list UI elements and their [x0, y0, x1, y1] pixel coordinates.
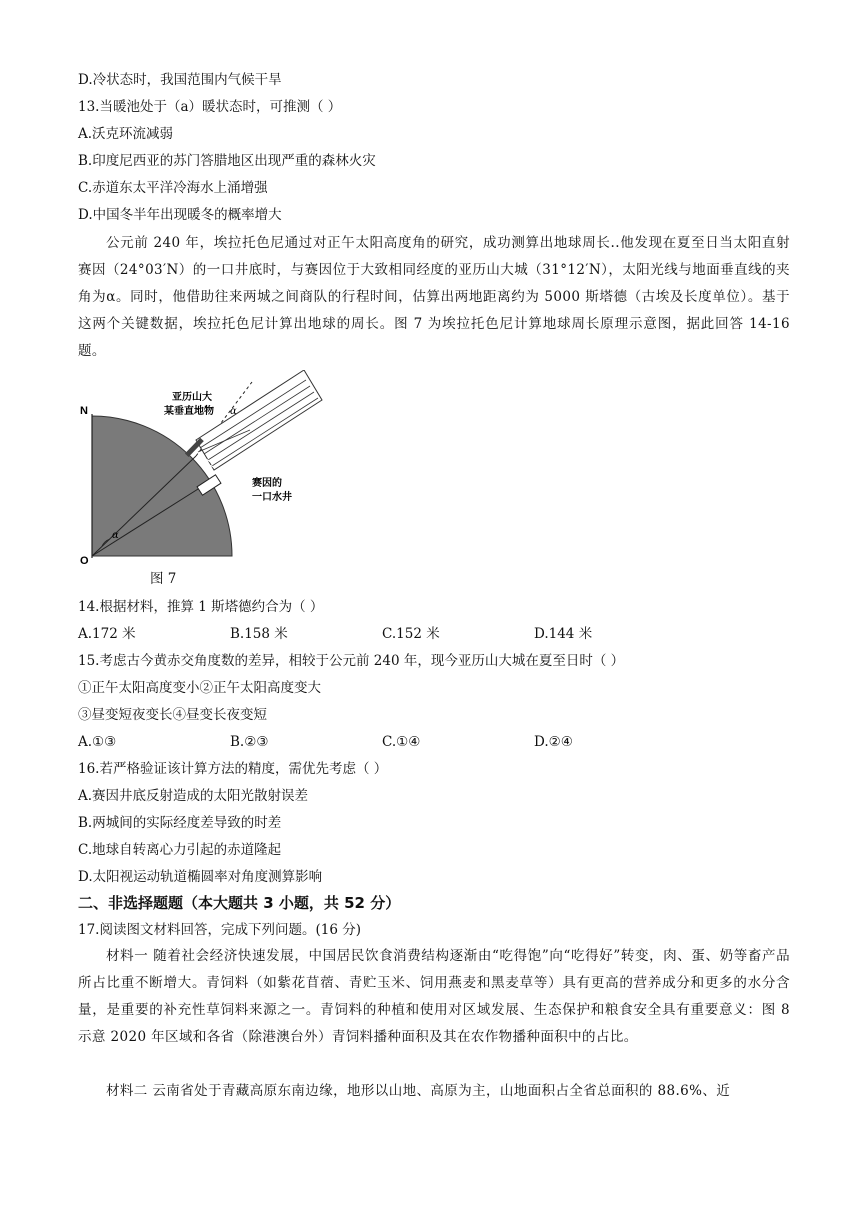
- q15-options: [78, 732, 788, 752]
- q15-option-c: C.①④: [382, 734, 421, 750]
- material-2: 材料二 云南省处于青藏高原东南边缘，地形以山地、高原为主，山地面积占全省总面积的 88.6%、近: [106, 1083, 731, 1099]
- q13-option-b: B.印度尼西亚的苏门答腊地区出现严重的森林火灾: [78, 153, 376, 169]
- q15-statements-1: ①正午太阳高度变小②正午太阳高度变大: [78, 680, 321, 696]
- material-1: 材料一 随着社会经济快速发展，中国居民饮食消费结构逐渐由“吃得饱”向“吃得好”转变，肉、蛋、奶等畜产品所占比重不断增大。青饲料（如紫花苜蓿、青贮玉米、饲用燕麦和黑麦草等）具有更高的营养成分和更多的水分含量，是重要的补充性草饲料来源之一。青饲料的种植和使用对区域发展、生态保护和粮食安全具有重要意义：图 8 示意 2020 年区域和各省（除港澳台外）青饲料播种面积及其在农作物播种面积中的占比。: [78, 948, 790, 1045]
- sun-rays-band: [196, 370, 322, 470]
- q15-stem: 15.考虑古今黄赤交角度数的差异，相较于公元前 240 年，现今亚历山大城在夏至日时（ ）: [78, 653, 625, 669]
- label-n: N: [80, 405, 88, 417]
- q15-option-b: B.②③: [230, 734, 269, 750]
- q15-option-a: A.①③: [78, 734, 117, 750]
- sun-ray-line: [204, 386, 310, 454]
- label-o: O: [80, 555, 89, 567]
- q16-option-a: A.赛因井底反射造成的太阳光散射误差: [78, 788, 309, 804]
- q17-stem: 17.阅读图文材料回答，完成下列问题。(16 分): [78, 922, 361, 938]
- q16-option-b: B.两城间的实际经度差导致的时差: [78, 815, 282, 831]
- label-well-line1: 赛因的: [252, 478, 282, 489]
- label-well-line2: 一口水井: [252, 492, 292, 503]
- q14-option-a: A.172 米: [78, 626, 136, 642]
- label-alexandria-line2: 某垂直地物: [164, 406, 214, 417]
- q14-option-d: D.144 米: [534, 626, 593, 642]
- label-alexandria-line1: 亚历山大: [172, 392, 212, 403]
- q14-stem: 14.根据材料，推算 1 斯塔德约合为（ ）: [78, 599, 324, 615]
- figure-earth-circumference-diagram: [74, 370, 344, 570]
- q13-option-d: D.中国冬半年出现暖冬的概率增大: [78, 207, 282, 223]
- q13-option-a: A.沃克环流减弱: [78, 126, 174, 142]
- passage-eratosthenes: 公元前 240 年，埃拉托色尼通过对正午太阳高度角的研究，成功测算出地球周长..他发现在夏至日当太阳直射赛因（24°03′N）的一口井底时，与赛因位于大致相同经度的亚历山大城（31°12′N），太阳光线与地面垂直线的夹角为α。同时，他借助往来两城之间商队的行程时间，估算出两地距离约为 5000 斯塔德（古埃及长度单位）。基于这两个关键数据，埃拉托色尼计算出地球的周长。图 7 为埃拉托色尼计算地球周长原理示意图，据此回答 14-16 题。: [78, 235, 790, 359]
- section-2-heading: 二、非选择题题（本大题共 3 小题，共 52 分）: [78, 894, 401, 912]
- label-alpha-top: α: [230, 406, 237, 417]
- label-alpha-center: α: [112, 530, 119, 541]
- q16-option-d: D.太阳视运动轨道椭圆率对角度测算影响: [78, 869, 323, 885]
- q14-option-c: C.152 米: [382, 626, 440, 642]
- q14-option-b: B.158 米: [230, 626, 288, 642]
- q13-option-c: C.赤道东太平洋冷海水上涌增强: [78, 180, 268, 196]
- q12-option-d: D.冷状态时，我国范围内气候干旱: [78, 72, 282, 88]
- q15-statements-2: ③昼变短夜变长④昼变长夜变短: [78, 707, 267, 723]
- q14-options: [78, 624, 788, 644]
- figure-caption: 图 7: [150, 571, 177, 587]
- q13-stem: 13.当暖池处于（a）暖状态时，可推测（ ）: [78, 99, 342, 115]
- q16-option-c: C.地球自转离心力引起的赤道隆起: [78, 842, 282, 858]
- q15-option-d: D.②④: [534, 734, 573, 750]
- q16-stem: 16.若严格验证该计算方法的精度，需优先考虑（ ）: [78, 761, 388, 777]
